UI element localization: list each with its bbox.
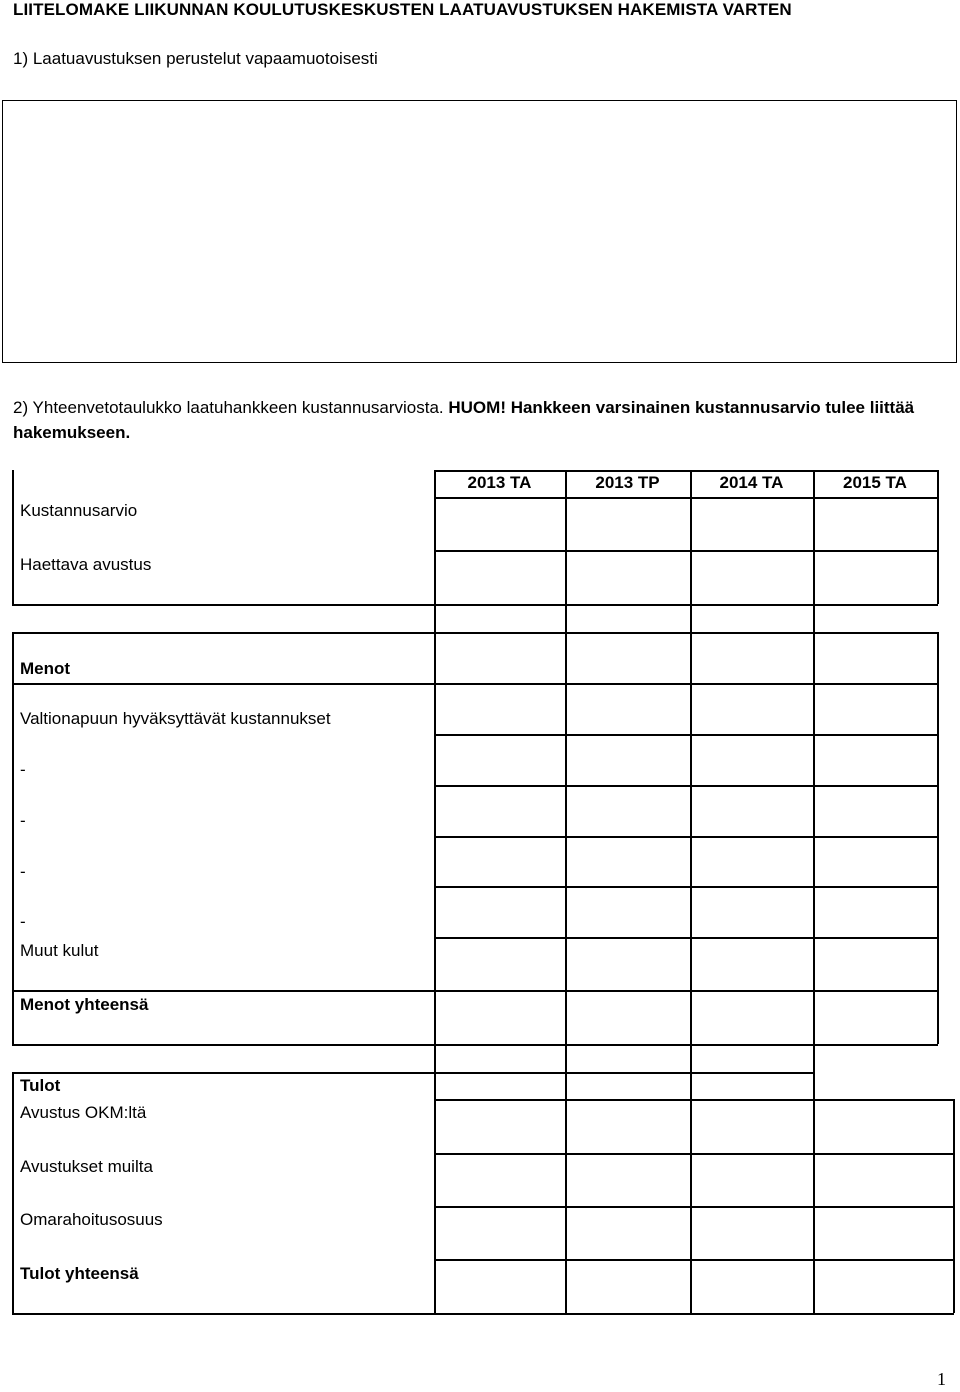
row-label-tulot: Tulot [20,1076,61,1095]
section2-text: 2) Yhteenvetotaulukko laatuhankkeen kustannusarviosta. [13,398,449,417]
document-title: LIITELOMAKE LIIKUNNAN KOULUTUSKESKUSTEN LAATUAVUSTUKSEN HAKEMISTA VARTEN [13,0,792,19]
row-label-omarahoitusosuus: Omarahoitusosuus [20,1210,163,1229]
row-label-dash-1: - [20,760,26,779]
row-label-avustukset-muilta: Avustukset muilta [20,1157,153,1176]
justification-text-box[interactable] [2,100,957,363]
row-label-menot-yhteensa: Menot yhteensä [20,995,149,1014]
row-label-valtionapu: Valtionapuun hyväksyttävät kustannukset [20,709,331,728]
row-label-menot: Menot [20,659,71,678]
column-header-2014-ta: 2014 TA [719,473,784,492]
section1-heading: 1) Laatuavustuksen perustelut vapaamuotoisesti [13,49,378,68]
row-label-muut-kulut: Muut kulut [20,941,99,960]
row-label-tulot-yhteensa: Tulot yhteensä [20,1264,139,1283]
column-header-2013-ta: 2013 TA [467,473,532,492]
page-number: 1 [937,1369,946,1389]
column-header-2015-ta: 2015 TA [843,473,907,492]
row-label-haettava-avustus: Haettava avustus [20,555,152,574]
row-label-dash-3: - [20,862,26,881]
section2-note: HUOM! Hankkeen varsinainen kustannusarvio tulee liittää hakemukseen. [13,398,915,442]
column-header-2013-tp: 2013 TP [595,473,660,492]
row-label-dash-2: - [20,811,26,830]
row-label-avustus-okm: Avustus OKM:ltä [20,1103,147,1122]
section2-heading [13,395,943,445]
row-label-kustannusarvio: Kustannusarvio [20,501,138,520]
row-label-dash-4: - [20,912,26,931]
